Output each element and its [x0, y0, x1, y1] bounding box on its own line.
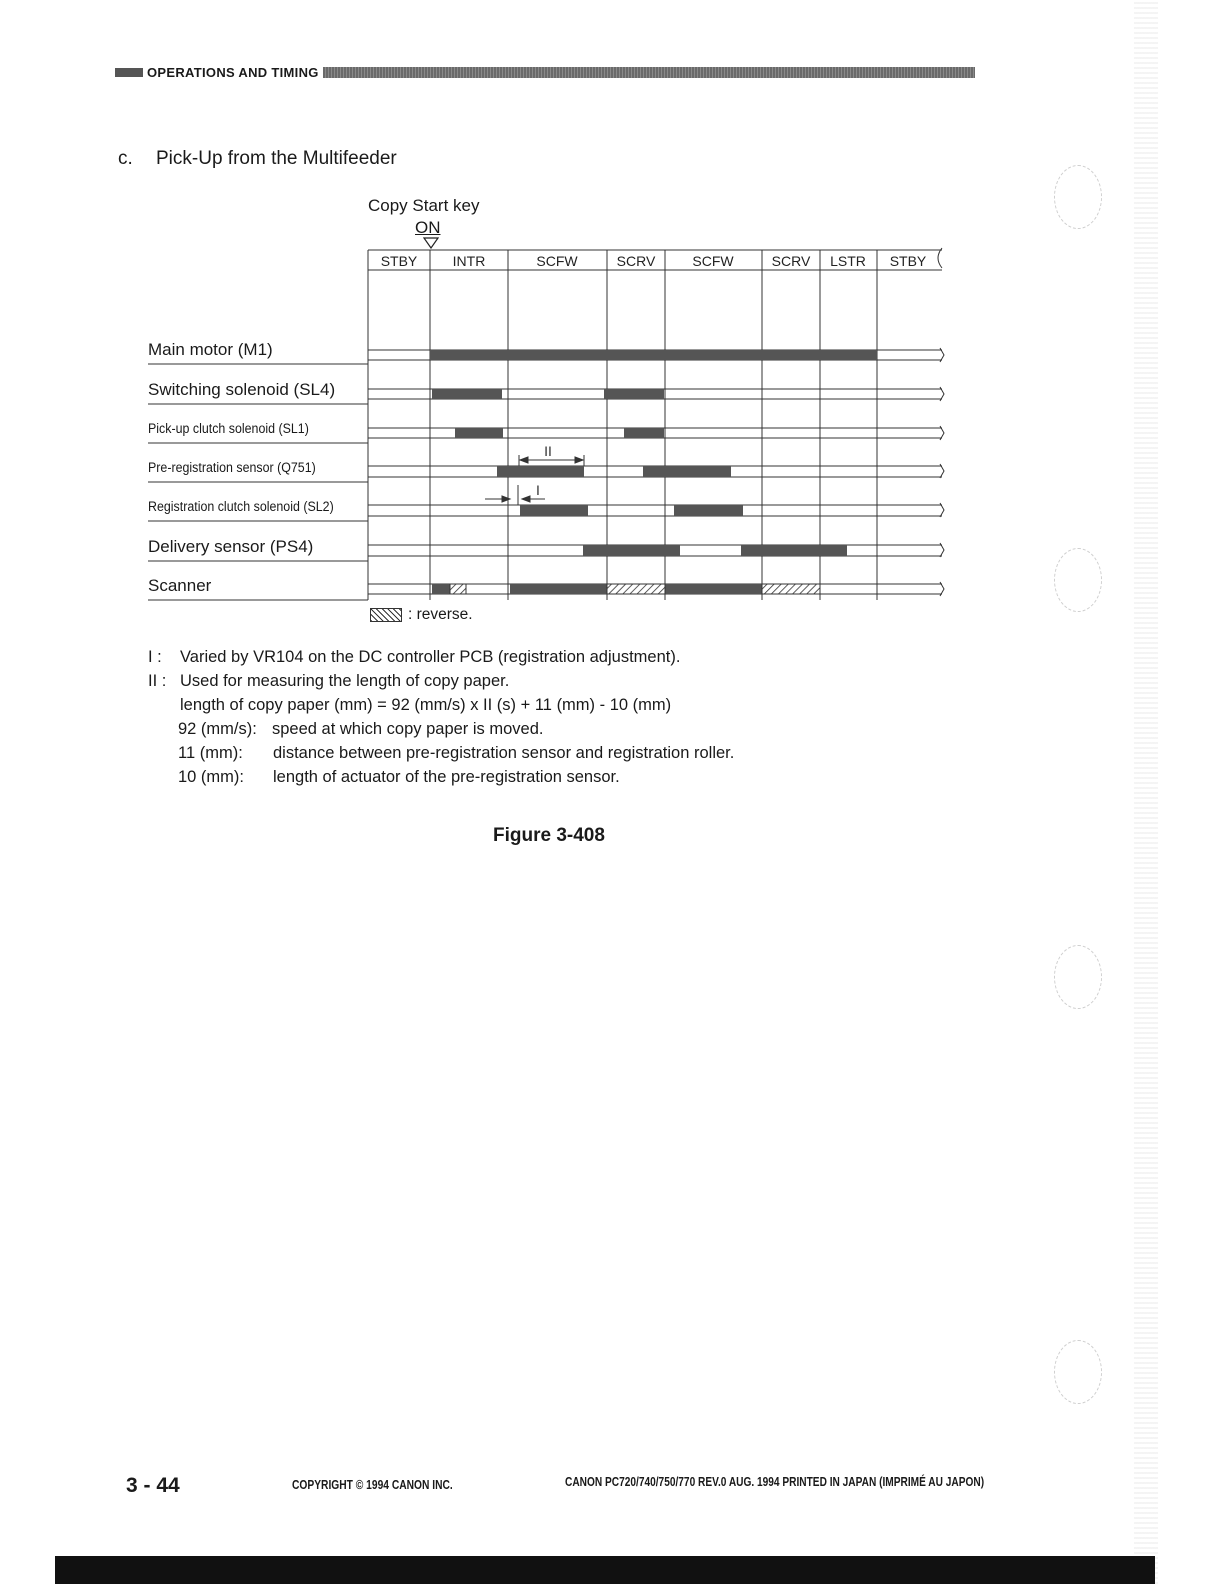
arrow-left-icon	[522, 496, 530, 502]
on-bar-sl1	[455, 428, 503, 438]
note-key: 10 (mm):	[178, 768, 244, 786]
note-line	[178, 744, 734, 763]
copy-start-label: Copy Start key	[368, 196, 480, 215]
note-key: 11 (mm):	[178, 744, 243, 762]
note-text: length of copy paper (mm) = 92 (mm/s) x II (s) + 11 (mm) - 10 (mm)	[180, 696, 672, 714]
note-text: distance between pre-registration sensor and registration roller.	[273, 744, 735, 762]
on-bar-ps4	[583, 545, 680, 556]
marker-I: I	[536, 482, 540, 498]
on-bar-sl4	[604, 389, 664, 399]
page-number: 3 - 44	[126, 1474, 180, 1497]
arrow-right-icon	[575, 457, 583, 463]
phase-label: SCFW	[692, 253, 734, 269]
section-title: Pick-Up from the Multifeeder	[156, 148, 397, 169]
phase-label: STBY	[889, 253, 927, 269]
break-mark	[938, 248, 942, 268]
marker-II: II	[544, 443, 552, 459]
scanner-forward-bar	[432, 584, 450, 594]
row-label-pre-registration: Pre-registration sensor (Q751)	[148, 460, 316, 475]
scanner-forward-bar	[510, 584, 607, 594]
note-key: II :	[148, 672, 167, 690]
note-line	[148, 672, 509, 691]
phase-label: SCRV	[616, 253, 656, 269]
row-label-delivery-sensor: Delivery sensor (PS4)	[148, 537, 314, 556]
legend	[370, 606, 473, 624]
hatch-swatch-icon	[370, 608, 402, 622]
scan-bottom-bar	[55, 1556, 1155, 1584]
scanner-forward-bar	[665, 584, 762, 594]
binder-hole	[1054, 945, 1102, 1009]
note-text: Used for measuring the length of copy paper.	[180, 672, 510, 690]
on-label: ON	[415, 218, 441, 237]
note-line	[180, 696, 671, 715]
note-text: length of actuator of the pre-registration sensor.	[273, 768, 620, 786]
scan-edge	[1134, 0, 1158, 1584]
scanner-reverse-bar	[762, 584, 820, 594]
binder-hole	[1054, 165, 1102, 229]
note-text: Varied by VR104 on the DC controller PCB (registration adjustment).	[180, 648, 681, 666]
note-line	[148, 648, 680, 667]
copyright-notice: COPYRIGHT © 1994 CANON INC.	[292, 1478, 453, 1492]
on-bar-ps4	[741, 545, 847, 556]
header-title: OPERATIONS AND TIMING	[147, 64, 319, 80]
trace-registration-clutch	[368, 505, 942, 516]
row-label-registration-clutch: Registration clutch solenoid (SL2)	[148, 499, 334, 514]
arrow-left-icon	[520, 457, 528, 463]
product-info: CANON PC720/740/750/770 REV.0 AUG. 1994 PRINTED IN JAPAN (IMPRIMÉ AU JAPON)	[565, 1474, 985, 1489]
note-key: I :	[148, 648, 162, 666]
binder-hole	[1054, 548, 1102, 612]
legend-text: : reverse.	[408, 606, 473, 623]
row-label-switching-solenoid: Switching solenoid (SL4)	[148, 380, 336, 399]
phase-label: SCRV	[771, 253, 811, 269]
note-line	[178, 720, 544, 739]
scanner-reverse-bar	[607, 584, 665, 594]
note-key: 92 (mm/s):	[178, 720, 257, 738]
phase-label: INTR	[452, 253, 486, 269]
on-bar-q751	[643, 466, 731, 477]
figure-caption: Figure 3-408	[493, 825, 605, 846]
on-bar-sl1	[624, 428, 664, 438]
on-bar-sl4	[432, 389, 502, 399]
arrow-right-icon	[502, 496, 510, 502]
on-bar-main-motor	[430, 350, 877, 360]
binder-hole	[1054, 1340, 1102, 1404]
phase-label: LSTR	[830, 253, 866, 269]
section-letter: c.	[118, 148, 133, 169]
row-label-pickup-clutch: Pick-up clutch solenoid (SL1)	[148, 421, 309, 436]
phase-label: STBY	[380, 253, 418, 269]
row-label-scanner: Scanner	[148, 576, 212, 595]
note-text: speed at which copy paper is moved.	[272, 720, 544, 738]
scanner-reverse-bar	[450, 584, 466, 594]
note-line	[178, 768, 620, 787]
on-bar-sl2	[520, 505, 588, 516]
on-bar-q751	[497, 466, 584, 477]
row-label-main-motor: Main motor (M1)	[148, 340, 273, 359]
on-bar-sl2	[674, 505, 743, 516]
phase-label: SCFW	[536, 253, 578, 269]
